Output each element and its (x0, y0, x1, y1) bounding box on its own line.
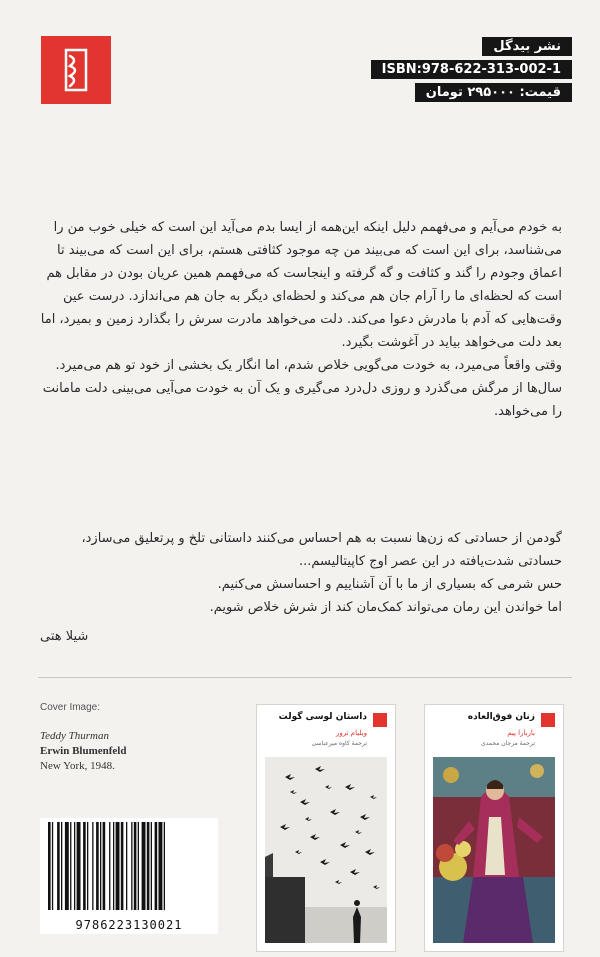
barcode-bar (103, 822, 106, 910)
barcode-bar (134, 822, 137, 910)
publisher-logo-icon (56, 46, 96, 94)
barcode-bar (87, 822, 88, 910)
related-book-excellent-women (424, 704, 564, 952)
barcode-bar (142, 822, 146, 910)
publisher-info (342, 37, 572, 106)
barcode-bar (83, 822, 86, 910)
barcode-bar (57, 822, 60, 910)
barcode-bar (121, 822, 124, 910)
barcode-bar (70, 822, 71, 910)
book-publisher-icon (373, 713, 387, 727)
quote-author: شیلا هتی (40, 629, 89, 644)
book-title: داستان لوسی گولت (278, 712, 367, 722)
book-publisher-icon (541, 713, 555, 727)
publisher-logo (41, 36, 111, 104)
barcode-bar (74, 822, 75, 910)
barcode-bar (65, 822, 69, 910)
credit-place-year: New York, 1948. (40, 760, 115, 772)
book-translator: ترجمهٔ مرجان محمدی (480, 740, 535, 747)
book-cover-art-birds (265, 757, 387, 943)
divider (38, 677, 572, 678)
quote-line: گودمن از حسادتی که زن‌ها نسبت به هم احساس می‌کنند داستانی تلخ و پرتعلیق می‌سازد، حسادتی شدت‌یافته در این عصر اوج کاپیتالیسم... (81, 531, 562, 569)
barcode-number: 9786223130021 (75, 918, 183, 932)
barcode-bar (164, 822, 165, 910)
credit-title: Teddy Thurman (40, 730, 109, 742)
publisher-name-tag: نشر بیدگل (482, 37, 572, 56)
isbn-tag: ISBN:978-622-313-002-1 (371, 60, 572, 79)
barcode-bar (116, 822, 120, 910)
barcode-bar (155, 822, 158, 910)
barcode-bar (138, 822, 139, 910)
book-translator: ترجمهٔ کاوه میرعباسی (311, 740, 367, 747)
barcode-bar (131, 822, 132, 910)
book-cover-art-painting (433, 757, 555, 943)
barcode-bar (147, 822, 150, 910)
quote-line: اما خواندن این رمان می‌تواند کمک‌مان کند از شرش خلاص شویم. (209, 600, 562, 615)
barcode-bar (77, 822, 81, 910)
barcode-bar (113, 822, 114, 910)
cover-image-credit (40, 700, 210, 774)
blurb-paragraph: وقتی واقعاً می‌میرد، به خودت می‌گویی خلاص شدم، اما انگار یک بخشی از خود تو هم می‌میرد. سال‌ها از مرگش می‌گذرد و روزی دل‌درد می‌گیری و یک آن به خودت می‌آیی می‌بینی دلت مامانت را می‌خواهد. (42, 358, 562, 419)
barcode-bars (40, 818, 218, 916)
barcode-bar (48, 822, 51, 910)
book-author: باربارا پیم (507, 729, 535, 737)
barcode-bar (96, 822, 99, 910)
credit-artist: Erwin Blumenfeld (40, 745, 127, 757)
book-author: ویلیام ترور (335, 729, 367, 737)
barcode-bar (52, 822, 53, 910)
barcode-bar (92, 822, 93, 910)
barcode-bar (109, 822, 110, 910)
back-cover-blurb (40, 216, 562, 501)
isbn-barcode (40, 818, 218, 934)
credit-label: Cover Image: (40, 702, 101, 713)
barcode-bar (100, 822, 101, 910)
quote-line: حس شرمی که بسیاری از ما با آن آشناییم و احساسش می‌کنیم. (217, 577, 562, 592)
barcode-bar (61, 822, 62, 910)
book-title: زنان فوق‌العاده (467, 712, 535, 722)
barcode-bar (126, 822, 127, 910)
review-quote (40, 527, 562, 657)
barcode-bar (151, 822, 152, 910)
barcode-bar (159, 822, 163, 910)
price-tag: قیمت: ۲۹۵۰۰۰ تومان (415, 83, 572, 102)
blurb-paragraph: به خودم می‌آیم و می‌فهمم دلیل اینکه این‌همه از ایسا بدم می‌آید این است که خیلی خوب من را می‌شناسد، برای این است که می‌بیند من چه موجود کثافتی هستم، برای این است که می‌بیند تا اعماق وجودم را گند و کثافت و گه گرفته و اینجاست که می‌فهمم همین عریان بودن در مقابل هم است که لحظه‌ای ما را آرام جان هم می‌کند و لحظه‌ای دیگر به جان هم می‌اندازد. درست عین وقت‌هایی که آدم با مادرش دعوا می‌کند. دلت می‌خواهد مادرت سرش را بگذارد زمین و بمیرد، اما بعد دلت می‌خواهد بیاید در آغوشت بگیرد. (40, 220, 562, 350)
related-book-lucy-gault (256, 704, 396, 952)
